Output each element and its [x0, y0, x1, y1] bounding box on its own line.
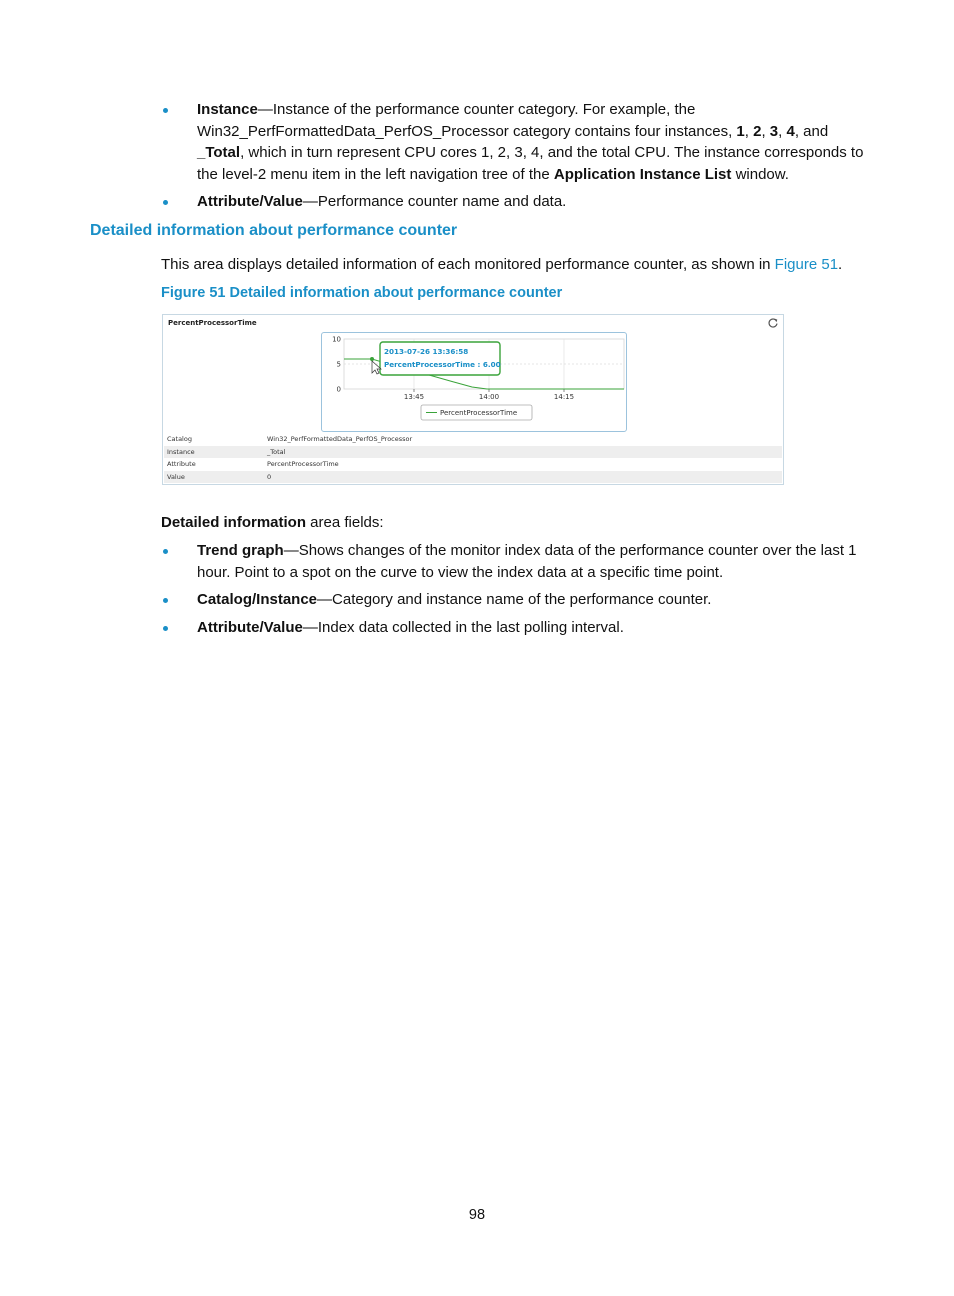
- bullet-term: Attribute/Value: [197, 618, 303, 636]
- text-run: ,: [761, 122, 770, 140]
- info-row: [164, 433, 782, 446]
- info-key: Value: [164, 471, 264, 484]
- section-heading: Detailed information about performance counter: [90, 222, 458, 239]
- bullet-description: [303, 193, 566, 210]
- text-run: , and: [794, 122, 829, 140]
- top-bullet-list: [160, 99, 870, 213]
- bold-run: _Total: [197, 144, 241, 161]
- bold-run: 4: [786, 122, 795, 140]
- text-run: —Performance counter name and data.: [302, 193, 567, 210]
- intro-text: This area displays detailed information of each monitored performance counter, as shown in: [161, 256, 775, 273]
- bullet-term: Attribute/Value: [197, 193, 303, 210]
- x-tick-label: 14:00: [478, 393, 500, 401]
- bullet-description: —Category and instance name of the performance counter.: [317, 591, 712, 608]
- bold-run: Application Instance List: [553, 165, 732, 183]
- bullet-description: —Shows changes of the monitor index data of the performance counter over the last 1 hour. Point to a spot on the curve to view the index data at a specific time point.: [197, 542, 857, 581]
- chart-legend[interactable]: [421, 405, 532, 420]
- bullet-catalog-instance: [160, 589, 870, 611]
- figure-caption: Figure 51 Detailed information about performance counter: [161, 285, 563, 301]
- bullet-trend-graph: [160, 540, 870, 583]
- info-row: [164, 446, 782, 459]
- bottom-bullet-list: [160, 540, 870, 638]
- info-key: Attribute: [167, 460, 196, 469]
- bullet-description: —Index data collected in the last polling interval.: [302, 618, 624, 636]
- info-value: _Total: [264, 446, 782, 459]
- info-row: [164, 458, 782, 471]
- info-value: Win32_PerfFormattedData_PerfOS_Processor: [267, 435, 413, 444]
- bold-run: 2: [753, 122, 762, 140]
- counter-info-table: [164, 433, 782, 483]
- trend-chart[interactable]: [322, 333, 626, 431]
- text-run: ,: [744, 122, 754, 140]
- legend-label: PercentProcessorTime: [440, 409, 518, 417]
- text-run: window.: [731, 165, 789, 183]
- figure-link[interactable]: Figure 51: [774, 256, 839, 273]
- bullet-term: Catalog/Instance: [197, 591, 318, 608]
- bold-run: 1: [736, 122, 745, 140]
- intro-end: .: [838, 256, 843, 273]
- detail-lead: [161, 512, 384, 534]
- intro-paragraph: [161, 254, 842, 276]
- tooltip-time: 2013-07-26 13:36:58: [384, 347, 469, 356]
- text-run: , which in turn represent CPU cores 1, 2, 3, 4, and the total CPU. The instance corresponds to the level-2 menu item in the left navigation tree of the: [197, 144, 864, 183]
- bullet-term: Instance: [197, 101, 258, 118]
- detail-lead-term: Detailed information: [161, 514, 307, 531]
- bullet-description: [197, 101, 863, 183]
- bullet-instance: [160, 99, 870, 185]
- trend-graph[interactable]: [321, 332, 627, 432]
- y-tick-label: 5: [336, 360, 341, 369]
- tooltip-value: PercentProcessorTime : 6.00: [384, 360, 501, 369]
- bullet-attribute-value: [160, 617, 870, 639]
- performance-counter-screenshot: [162, 314, 784, 485]
- info-value: PercentProcessorTime: [267, 460, 339, 469]
- panel-title: PercentProcessorTime: [168, 319, 257, 327]
- refresh-icon[interactable]: [767, 317, 779, 329]
- info-key: Instance: [164, 446, 264, 459]
- y-tick-label: 0: [336, 385, 341, 394]
- hover-point[interactable]: [370, 357, 374, 361]
- data-tooltip: [380, 342, 501, 375]
- x-tick-label: 14:15: [553, 393, 575, 401]
- info-row: [164, 471, 782, 484]
- text-run: —Instance of the performance counter category. For example, the Win32_PerfFormattedData_PerfOS_Processor category contains four instances,: [197, 101, 737, 140]
- page-number: 98: [468, 1207, 486, 1223]
- info-key: Catalog: [167, 435, 192, 444]
- detail-lead-rest: area fields:: [306, 514, 384, 531]
- bullet-term: Trend graph: [197, 542, 284, 559]
- info-value: 0: [264, 471, 782, 484]
- y-tick-label: 10: [332, 335, 341, 344]
- bold-run: 3: [769, 122, 779, 140]
- text-run: ,: [778, 122, 787, 140]
- x-tick-label: 13:45: [403, 393, 425, 401]
- bullet-attribute-value: [160, 191, 870, 213]
